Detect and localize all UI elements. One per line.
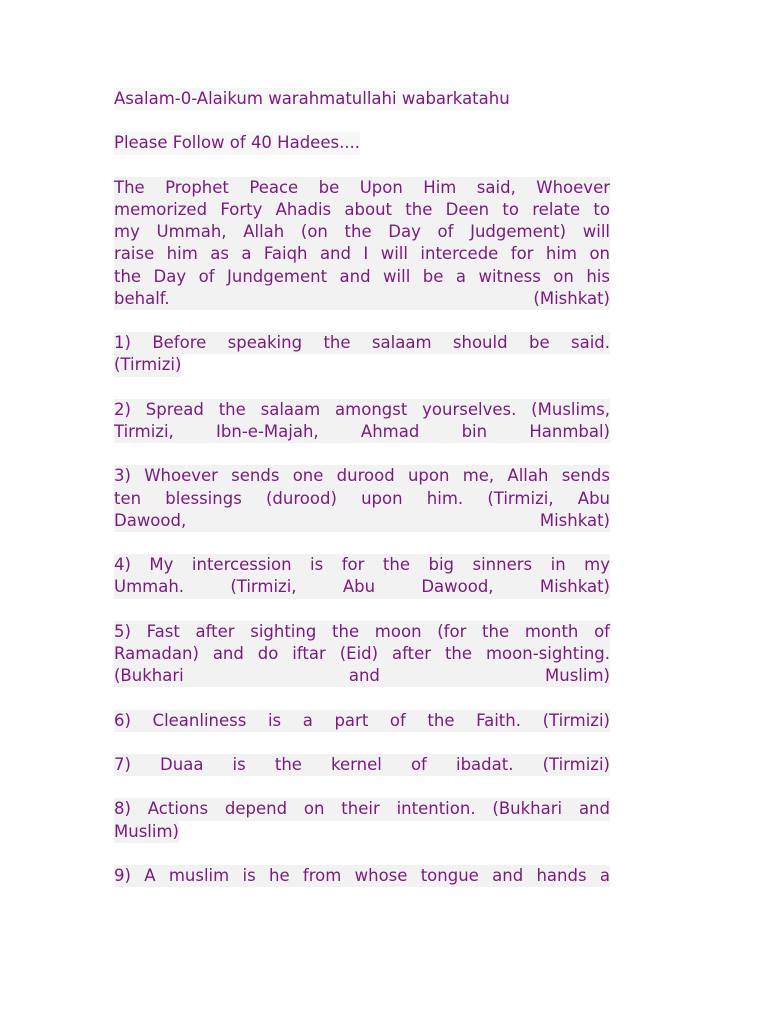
hadees-line: 2) Spread the salaam amongst yourselves. (Muslims, — [114, 399, 610, 421]
hadees-line: Muslim) — [114, 821, 179, 843]
preface-line: my Ummah, Allah (on the Day of Judgement) will — [114, 221, 610, 243]
hadees-line: ten blessings (durood) upon him. (Tirmizi, Abu — [114, 488, 610, 510]
hadees-line: 1) Before speaking the salaam should be said. — [114, 332, 610, 354]
hadees-line: 9) A muslim is he from whose tongue and hands a — [114, 865, 610, 887]
hadees-item-1 — [114, 332, 610, 376]
hadees-line: 3) Whoever sends one durood upon me, Allah sends — [114, 465, 610, 487]
hadees-line: Tirmizi, Ibn-e-Majah, Ahmad bin Hanmbal) — [114, 421, 610, 443]
intro-paragraph — [114, 132, 610, 154]
preface-line: raise him as a Faiqh and I will intercede for him on — [114, 243, 610, 265]
hadees-line: Ummah. (Tirmizi, Abu Dawood, Mishkat) — [114, 576, 610, 598]
preface-line: behalf. (Mishkat) — [114, 288, 610, 310]
preface-line: memorized Forty Ahadis about the Deen to relate to — [114, 199, 610, 221]
hadees-line: (Bukhari and Muslim) — [114, 665, 610, 687]
hadees-item-6 — [114, 710, 610, 732]
hadees-line: 8) Actions depend on their intention. (Bukhari and — [114, 798, 610, 820]
hadees-item-9 — [114, 865, 610, 887]
hadees-line: 5) Fast after sighting the moon (for the month of — [114, 621, 610, 643]
hadees-line: Ramadan) and do iftar (Eid) after the moon-sighting. — [114, 643, 610, 665]
hadees-item-8 — [114, 798, 610, 842]
greeting-paragraph — [114, 88, 610, 110]
preface-line: the Day of Jundgement and will be a witness on his — [114, 266, 610, 288]
hadees-item-2 — [114, 399, 610, 443]
hadees-item-3 — [114, 465, 610, 532]
hadees-line: 7) Duaa is the kernel of ibadat. (Tirmizi) — [114, 754, 610, 776]
hadees-line: Dawood, Mishkat) — [114, 510, 610, 532]
preface-line: The Prophet Peace be Upon Him said, Whoever — [114, 177, 610, 199]
hadees-item-7 — [114, 754, 610, 776]
hadees-item-5 — [114, 621, 610, 688]
document-body — [114, 88, 610, 909]
hadees-item-4 — [114, 554, 610, 598]
intro-text: Please Follow of 40 Hadees.... — [114, 132, 360, 154]
hadees-line: (Tirmizi) — [114, 354, 181, 376]
hadees-line: 4) My intercession is for the big sinners in my — [114, 554, 610, 576]
greeting-text: Asalam-0-Alaikum warahmatullahi wabarkatahu — [114, 88, 510, 110]
hadees-line: 6) Cleanliness is a part of the Faith. (Tirmizi) — [114, 710, 610, 732]
preface-paragraph — [114, 177, 610, 310]
